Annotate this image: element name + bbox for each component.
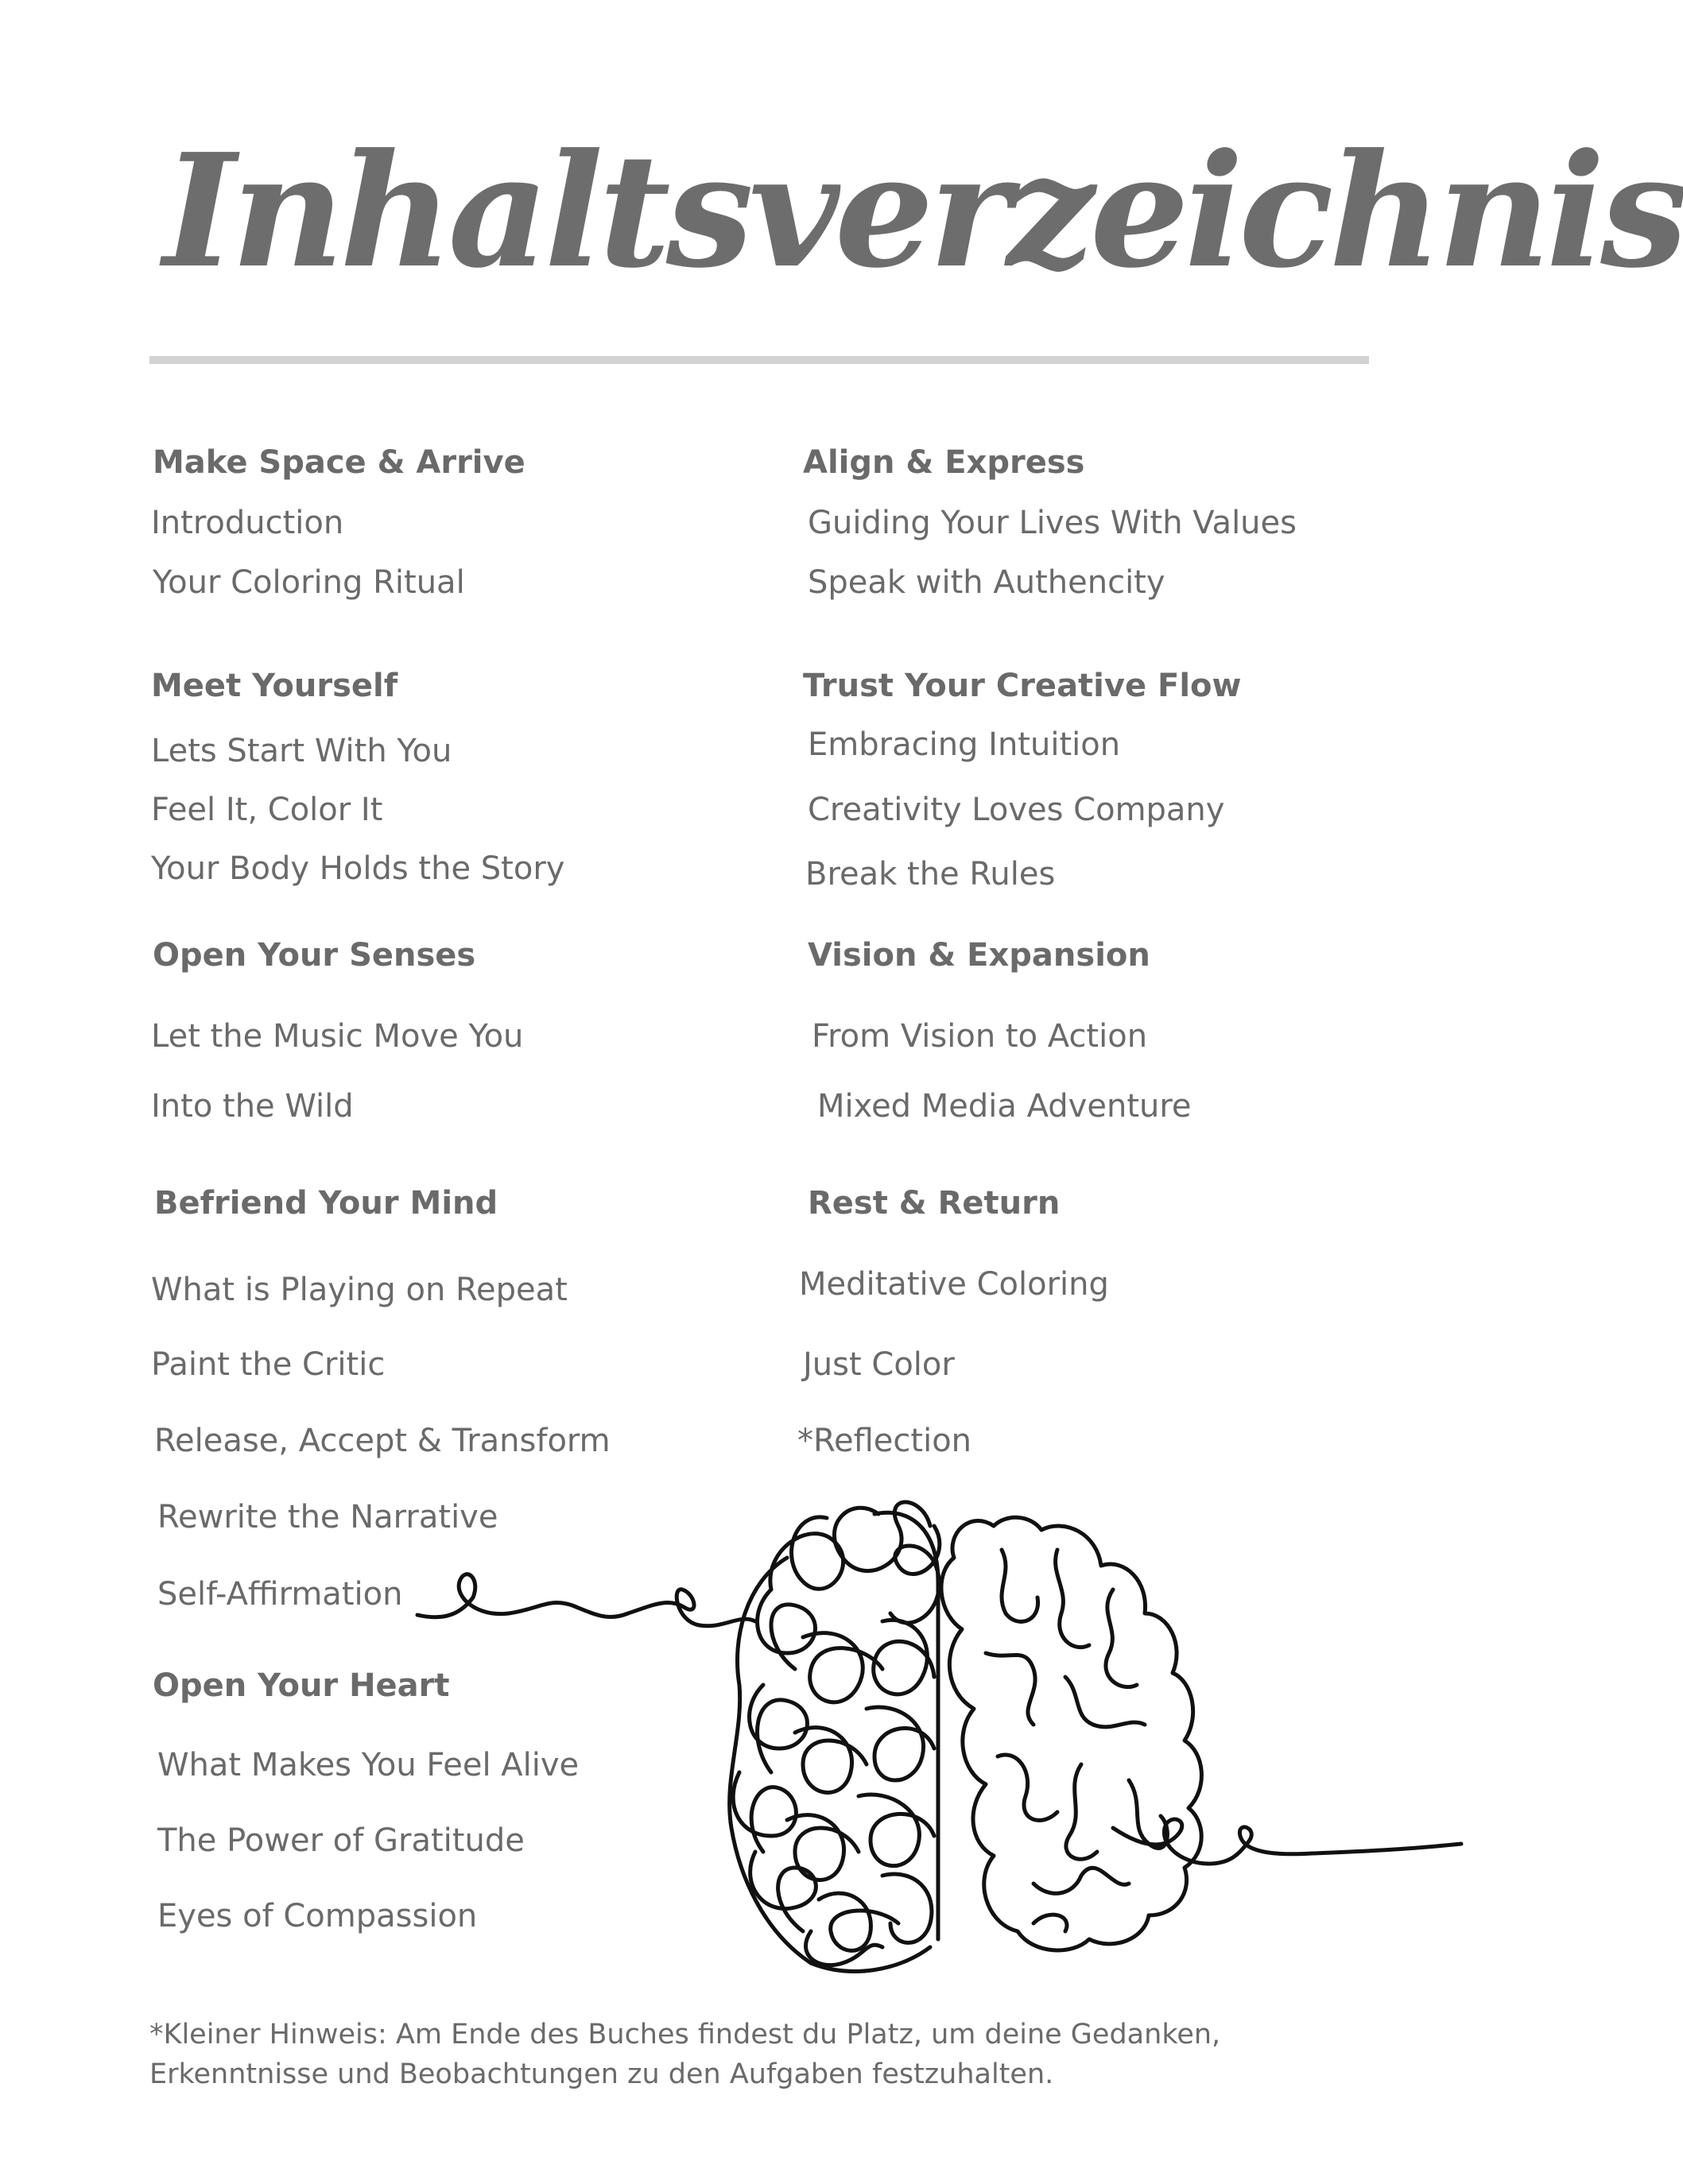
- toc-item: Embracing Intuition: [808, 726, 1121, 763]
- toc-item: Paint the Critic: [151, 1346, 386, 1383]
- toc-item: Break the Rules: [805, 856, 1056, 893]
- toc-item: What Makes You Feel Alive: [157, 1747, 580, 1783]
- section-heading-vision-expansion: Vision & Expansion: [808, 937, 1150, 974]
- section-heading-befriend-mind: Befriend Your Mind: [154, 1185, 498, 1222]
- section-heading-meet-yourself: Meet Yourself: [151, 668, 398, 704]
- toc-item: Just Color: [803, 1346, 955, 1383]
- toc-item: What is Playing on Repeat: [151, 1272, 568, 1308]
- toc-item: The Power of Gratitude: [157, 1822, 525, 1859]
- toc-item: Self-Affirmation: [157, 1576, 403, 1613]
- toc-item: Your Body Holds the Story: [151, 850, 565, 887]
- right-hemisphere-outline: [941, 1517, 1201, 1950]
- thread-left: [417, 1574, 755, 1626]
- toc-item: Mixed Media Adventure: [817, 1088, 1192, 1125]
- section-heading-open-heart: Open Your Heart: [153, 1667, 450, 1704]
- page-title: Inhaltsverzeichnis: [163, 120, 1683, 303]
- toc-item: Meditative Coloring: [799, 1266, 1109, 1303]
- left-hemisphere-scribble: [730, 1502, 940, 1971]
- section-heading-align-express: Align & Express: [803, 444, 1085, 481]
- toc-item: *Reflection: [797, 1423, 972, 1459]
- section-heading-make-space: Make Space & Arrive: [153, 444, 525, 481]
- toc-item: Introduction: [151, 505, 344, 541]
- footnote-line: *Kleiner Hinweis: Am Ende des Buches findest du Platz, um deine Gedanken,: [149, 2019, 1221, 2050]
- toc-item: Let the Music Move You: [151, 1018, 524, 1055]
- toc-item: Lets Start With You: [151, 733, 452, 769]
- footnote: [149, 2015, 1220, 2094]
- thread-right: [1113, 1819, 1461, 1864]
- toc-item: Into the Wild: [151, 1088, 354, 1125]
- section-heading-rest-return: Rest & Return: [808, 1185, 1061, 1222]
- toc-item: Eyes of Compassion: [157, 1898, 478, 1934]
- toc-item: Creativity Loves Company: [808, 792, 1225, 828]
- toc-item: Your Coloring Ritual: [153, 564, 465, 601]
- toc-item: From Vision to Action: [812, 1018, 1148, 1055]
- toc-item: Release, Accept & Transform: [154, 1423, 611, 1459]
- toc-item: Feel It, Color It: [151, 792, 383, 828]
- footnote-line: Erkenntnisse und Beobachtungen zu den Aufgaben festzuhalten.: [149, 2058, 1054, 2090]
- toc-item: Speak with Authencity: [808, 564, 1165, 601]
- section-heading-open-senses: Open Your Senses: [153, 937, 476, 974]
- toc-item: Rewrite the Narrative: [157, 1499, 498, 1535]
- section-heading-creative-flow: Trust Your Creative Flow: [803, 668, 1242, 704]
- toc-item: Guiding Your Lives With Values: [808, 505, 1297, 541]
